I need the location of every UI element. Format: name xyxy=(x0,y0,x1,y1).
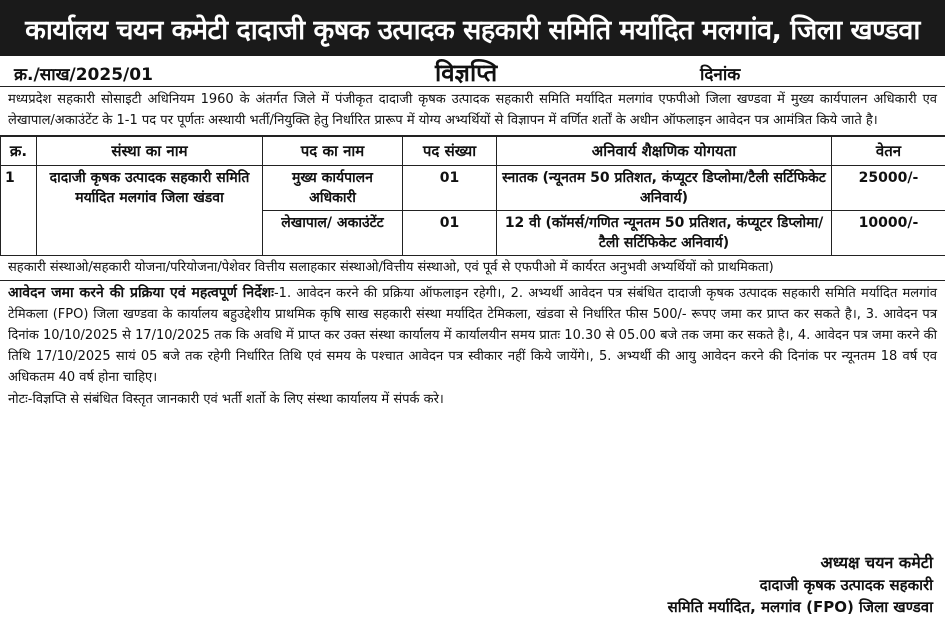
signature-line1: दादाजी कृषक उत्पादक सहकारी xyxy=(759,576,933,594)
reference-row xyxy=(0,56,945,87)
header-qualification: अनिवार्य शैक्षणिक योगयता xyxy=(497,137,832,166)
process-paragraph xyxy=(0,281,945,390)
serial-cell: 1 xyxy=(1,166,37,256)
date-label: दिनांक xyxy=(700,65,741,85)
note-line: नोटः-विज्ञप्ति से संबंधित विस्तृत जानकारी एवं भर्ती शर्तो के लिए संस्था कार्यालय में संपर्क करे। xyxy=(8,392,444,407)
header-salary: वेतन xyxy=(832,137,945,166)
count-cell: 01 xyxy=(403,166,497,211)
table-row xyxy=(1,166,945,211)
qualification-cell: स्नातक (न्यूनतम 50 प्रतिशत, कंप्यूटर डिप्लोमा/टैली सर्टिफिकेट अनिवार्य) xyxy=(497,166,832,211)
signature-line2: समिति मर्यादित, मलगांव (FPO) जिला खण्डवा xyxy=(667,598,933,616)
notice-heading: विज्ञप्ति xyxy=(435,59,498,87)
salary-cell: 25000/- xyxy=(832,166,945,211)
reference-number: क्र./साख/2025/01 xyxy=(14,65,153,85)
vacancy-table xyxy=(0,136,945,256)
signature-block xyxy=(668,552,933,618)
post-cell: मुख्य कार्यपालन अधिकारी xyxy=(263,166,403,211)
post-cell: लेखापाल/ अकाउंटेंट xyxy=(263,211,403,256)
header-serial: क्र. xyxy=(1,137,37,166)
office-banner: कार्यालय चयन कमेटी दादाजी कृषक उत्पादक सहकारी समिति मर्यादित मलगांव, जिला खण्डवा xyxy=(0,0,945,56)
process-title: आवेदन जमा करने की प्रक्रिया एवं महत्वपूर्ण निर्देशः xyxy=(8,285,274,301)
header-post: पद का नाम xyxy=(263,137,403,166)
process-text: -1. आवेदन करने की प्रक्रिया ऑफलाइन रहेगी।, 2. अभ्यर्थी आवेदन पत्र संबंधित दादाजी कृषक उत्पादक सहकारी समिति मर्यादित मलगांव टेमिकला (FPO) जिला खण्डवा के कार्यालय बहुउद्देशीय प्राथमिक कृषि साख सहकारी संस्था मर्यादित टेमिकला, खंडवा से निर्धारित फीस 500/- रूपए जमा कर प्राप्त कर सकते है।, 3. आवेदन पत्र दिनांक 10/10/2025 से 17/10/2025 तक कि अवधि में प्राप्त कर उक्त संस्था कार्यालय में कार्यालयीन समय प्रातः 10.30 से 05.00 बजे तक जमा कर सकते है।, 4. आवेदन पत्र जमा करने की तिथि 17/10/2025 सायं 05 बजे तक रहेगी निर्धारित तिथि एवं समय के पश्चात आवेदन पत्र स्वीकार नहीं किये जायेंगे।, 5. अभ्यर्थी की आयु आवेदन करने की दिनांक पर न्यूनतम 18 वर्ष एव अधिकतम 40 वर्ष होना चाहिए। xyxy=(8,286,938,385)
header-count: पद संख्या xyxy=(403,137,497,166)
institution-cell: दादाजी कृषक उत्पादक सहकारी समिति मर्यादित मलगांव जिला खंडवा xyxy=(37,166,263,256)
count-cell: 01 xyxy=(403,211,497,256)
intro-paragraph: मध्यप्रदेश सहकारी सोसाइटी अधिनियम 1960 के अंतर्गत जिले में पंजीकृत दादाजी कृषक उत्पादक सहकारी समिति मर्यादित मलगांव एफपीओ जिला खण्डवा में मुख्य कार्यपालन अधिकारी एव लेखापाल/अकाउंटेंट के 1-1 पद पर पूर्णतः अस्थायी भर्ती/नियुक्ति हेतु निर्धारित प्रारूप में योग्य अभ्यर्थियों से विज्ञापन में वर्णित शर्तों के अधीन ऑफलाइन आवेदन पत्र आमंत्रित किये जाते है। xyxy=(0,87,945,136)
preference-paragraph: सहकारी संस्थाओ/सहकारी योजना/परियोजना/पेशेवर वित्तीय सलाहकार संस्थाओ/वित्तीय संस्थाओ, एवं पूर्व से एफपीओ में कार्यरत अनुभवी अभ्यर्थियों को प्राथमिकता) xyxy=(0,256,945,281)
salary-cell: 10000/- xyxy=(832,211,945,256)
qualification-cell: 12 वी (कॉमर्स/गणित न्यूनतम 50 प्रतिशत, कंप्यूटर डिप्लोमा/टैली सर्टिफिकेट अनिवार्य) xyxy=(497,211,832,256)
table-header-row xyxy=(1,137,945,166)
header-institution: संस्था का नाम xyxy=(37,137,263,166)
signature-title: अध्यक्ष चयन कमेटी xyxy=(820,553,933,572)
